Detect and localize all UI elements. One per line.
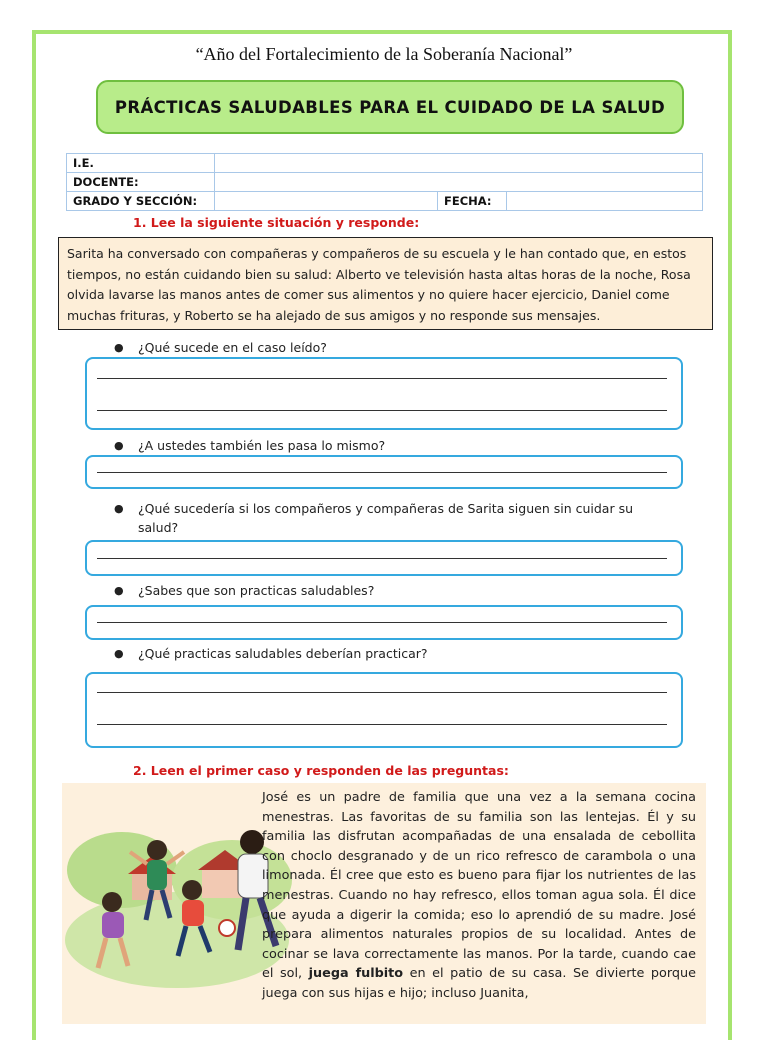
answer-line <box>97 410 667 411</box>
question-item <box>114 338 678 357</box>
section1-heading: 1. Lee la siguiente situación y responde: <box>133 215 420 230</box>
grado-field[interactable] <box>215 192 438 211</box>
question-text: ¿Qué practicas saludables deberían practicar? <box>138 646 428 661</box>
answer-line <box>97 692 667 693</box>
answer-line <box>97 472 667 473</box>
docente-label: DOCENTE: <box>67 173 215 192</box>
student-info-table <box>66 153 703 211</box>
answer-box-4[interactable] <box>85 605 683 640</box>
page-title: PRÁCTICAS SALUDABLES PARA EL CUIDADO DE LA SALUD <box>114 97 666 117</box>
bullet-icon: ● <box>114 439 124 452</box>
section2-heading: 2. Leen el primer caso y responden de las preguntas: <box>133 763 509 778</box>
grado-label: GRADO Y SECCIÓN: <box>67 192 215 211</box>
bullet-icon: ● <box>114 341 124 354</box>
answer-box-1[interactable] <box>85 357 683 430</box>
fecha-field[interactable] <box>507 192 703 211</box>
bullet-icon: ● <box>114 502 124 515</box>
answer-line <box>97 724 667 725</box>
story-text <box>262 788 696 1004</box>
docente-field[interactable] <box>215 173 703 192</box>
question-text: ¿Qué sucedería si los compañeros y compañeras de Sarita siguen sin cuidar su salud? <box>138 501 634 535</box>
answer-box-3[interactable] <box>85 540 683 576</box>
story-part-1: José es un padre de familia que una vez a la semana cocina menestras. Las favoritas de su familia son las lentejas. Él y su familia las disfrutan acompañadas de una ensalada de cebollita con choclo desgranado y de un rico refresco de carambola o una limonada. Él cree que esto es bueno para fijar los nutrientes de las menestras. Cuando no hay refresco, ellos toman agua sola. Él dice que ayuda a digerir la comida; eso lo aprendió de su madre. José prepara alimentos naturales propios de su localidad. Antes de cocinar se lava correctamente las manos. Por la tarde, cuando cae el sol, <box>262 790 696 982</box>
fecha-label: FECHA: <box>438 192 507 211</box>
question-text: ¿Qué sucede en el caso leído? <box>138 340 327 355</box>
question-item <box>114 499 658 537</box>
question-item <box>114 581 678 600</box>
question-item <box>114 436 678 455</box>
bullet-icon: ● <box>114 584 124 597</box>
question-text: ¿Sabes que son practicas saludables? <box>138 583 375 598</box>
answer-line <box>97 378 667 379</box>
ie-field[interactable] <box>215 154 703 173</box>
answer-line <box>97 622 667 623</box>
ie-label: I.E. <box>67 154 215 173</box>
answer-box-2[interactable] <box>85 455 683 489</box>
motto-text: “Año del Fortalecimiento de la Soberanía Nacional” <box>195 44 573 64</box>
case-text: Sarita ha conversado con compañeras y compañeros de su escuela y le han contado que, en estos tiempos, no están cuidando bien su salud: Alberto ve televisión hasta altas horas de la noche, Rosa olvida lavarse las manos antes de comer sus alimentos y no quiere hacer ejercicio, Daniel come muchas frituras, y Roberto se ha alejado de sus amigos y no responde sus mensajes. <box>67 246 691 323</box>
question-item <box>114 644 678 663</box>
answer-line <box>97 558 667 559</box>
bullet-icon: ● <box>114 647 124 660</box>
case-text-box <box>58 237 713 330</box>
children-playing-illustration <box>62 790 292 990</box>
story-highlight: juega fulbito <box>308 966 404 982</box>
story-part-2: en el patio de su casa. Se divierte porque juega con sus hijas e hijo; incluso Juanita, <box>262 966 696 1001</box>
question-text: ¿A ustedes también les pasa lo mismo? <box>138 438 386 453</box>
title-banner <box>96 80 684 134</box>
answer-box-5[interactable] <box>85 672 683 748</box>
